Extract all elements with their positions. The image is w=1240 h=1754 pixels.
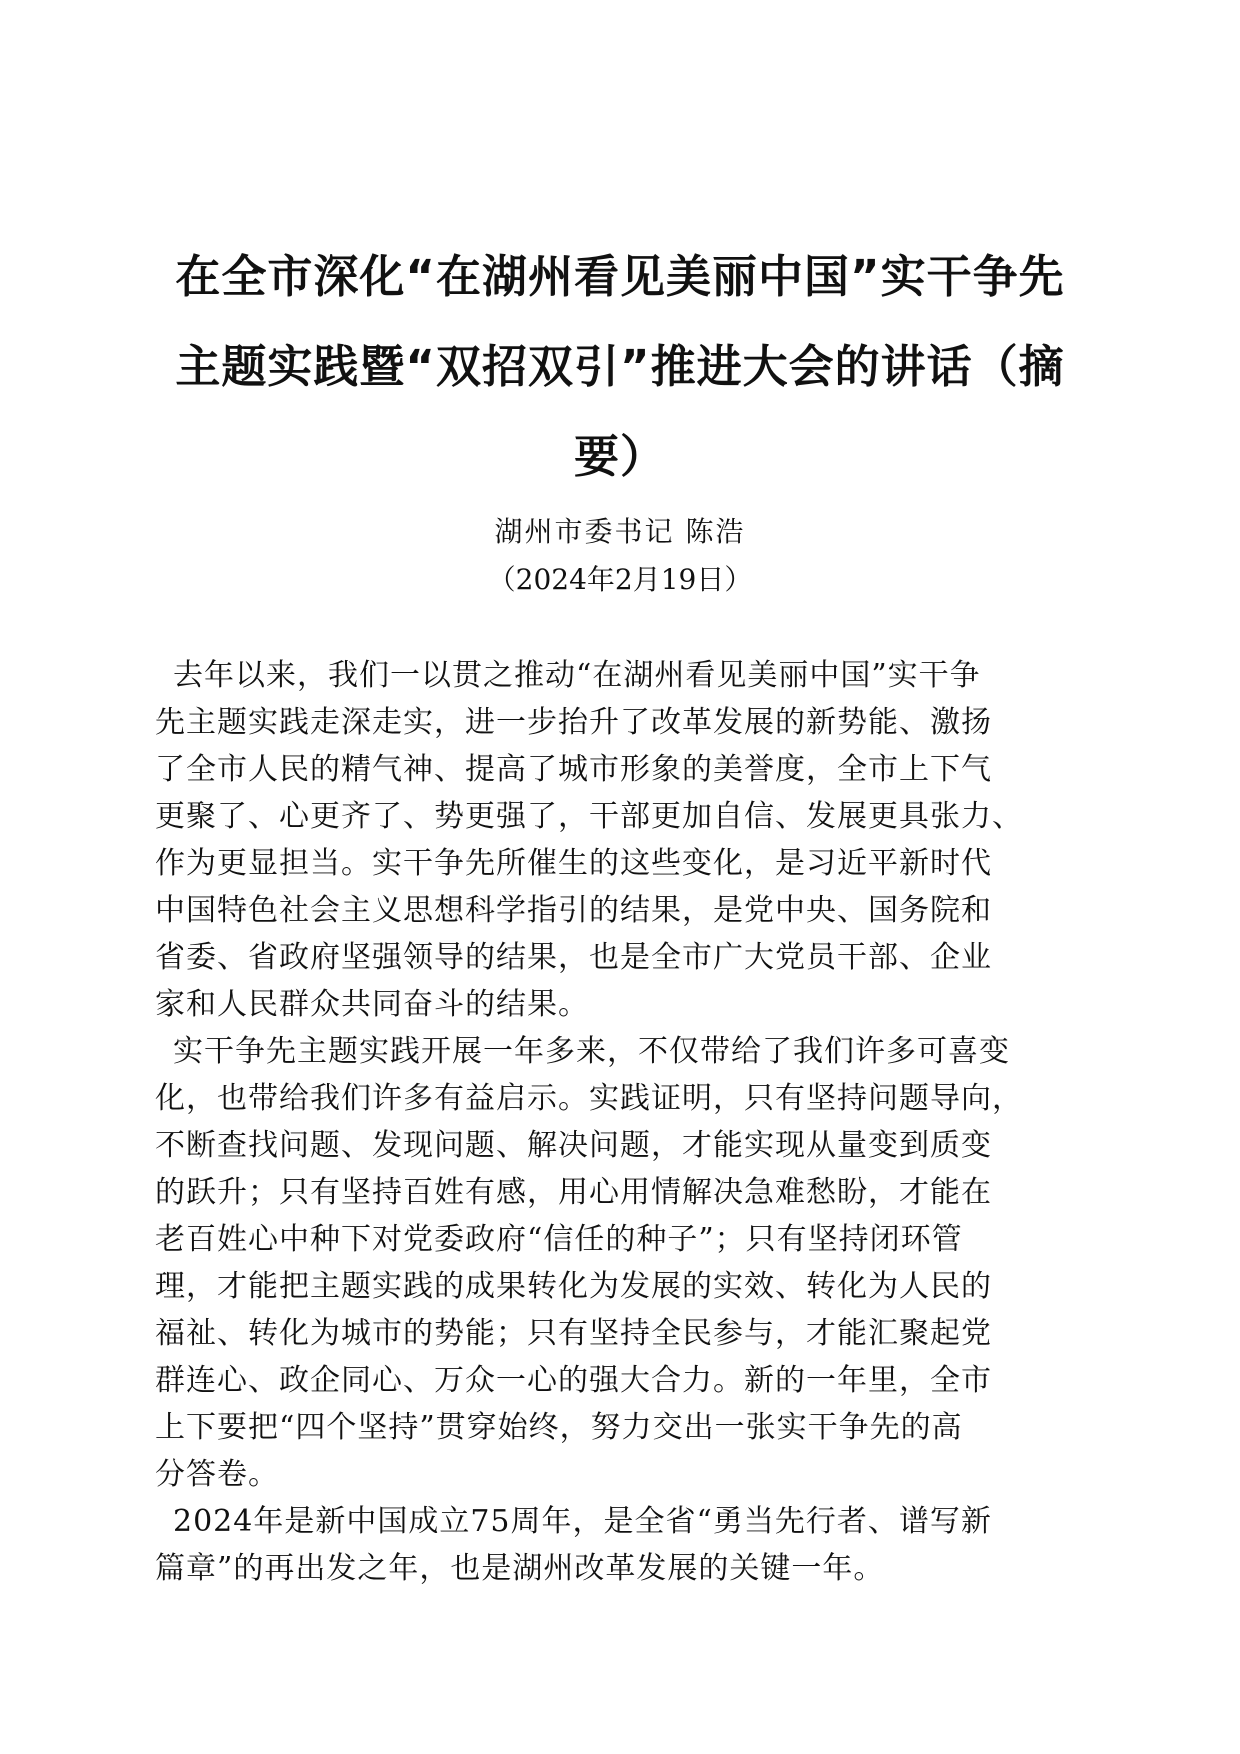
- text-line: 家和人民群众共同奋斗的结果。: [155, 987, 589, 1022]
- text-line: 去年以来，我们一以贯之推动“在湖州看见美丽中国”实干争: [173, 658, 981, 693]
- date-line: （2024年2月19日）: [487, 563, 753, 596]
- text-line: 的跃升；只有坚持百姓有感，用心用情解决急难愁盼，才能在: [155, 1175, 992, 1210]
- text-line: 化，也带给我们许多有益启示。实践证明，只有坚持问题导向，: [155, 1081, 1023, 1116]
- text-line: 中国特色社会主义思想科学指引的结果，是党中央、国务院和: [155, 893, 992, 928]
- text-line: 福祉、转化为城市的势能；只有坚持全民参与，才能汇聚起党: [155, 1316, 992, 1351]
- text-line: 省委、省政府坚强领导的结果，也是全市广大党员干部、企业: [155, 940, 992, 975]
- text-line: 老百姓心中种下对党委政府“信任的种子”；只有坚持闭环管: [155, 1222, 963, 1257]
- text-line: 了全市人民的精气神、提高了城市形象的美誉度，全市上下气: [155, 752, 992, 787]
- author-line: 湖州市委书记 陈浩: [494, 515, 746, 548]
- title-line: 在全市深化“在湖州看见美丽中国”实干争先: [175, 250, 1065, 303]
- text-line: 篇章”的再出发之年，也是湖州改革发展的关键一年。: [155, 1551, 885, 1586]
- text-line: 上下要把“四个坚持”贯穿始终，努力交出一张实干争先的高: [155, 1410, 963, 1445]
- text-line: 作为更显担当。实干争先所催生的这些变化，是习近平新时代: [155, 846, 992, 881]
- paragraph: [155, 1498, 1095, 1592]
- text-line: 先主题实践走深走实，进一步抬升了改革发展的新势能、激扬: [155, 705, 992, 740]
- text-line: 理，才能把主题实践的成果转化为发展的实效、转化为人民的: [155, 1269, 992, 1304]
- text-line: 不断查找问题、发现问题、解决问题，才能实现从量变到质变: [155, 1128, 992, 1163]
- text-line: 更聚了、心更齐了、势更强了，干部更加自信、发展更具张力、: [155, 799, 1023, 834]
- text-line: 2024年是新中国成立75周年，是全省“勇当先行者、谱写新: [173, 1504, 992, 1539]
- title-line: 要）: [573, 430, 666, 483]
- text-line: 群连心、政企同心、万众一心的强大合力。新的一年里，全市: [155, 1363, 992, 1398]
- text-line: 分答卷。: [155, 1457, 279, 1492]
- paragraph: [155, 1028, 1095, 1498]
- document-title: [150, 232, 1090, 502]
- document-body: [155, 652, 1095, 1592]
- text-line: 实干争先主题实践开展一年多来，不仅带给了我们许多可喜变: [173, 1034, 1010, 1069]
- paragraph: [155, 652, 1095, 1028]
- title-line: 主题实践暨“双招双引”推进大会的讲话（摘: [175, 340, 1065, 393]
